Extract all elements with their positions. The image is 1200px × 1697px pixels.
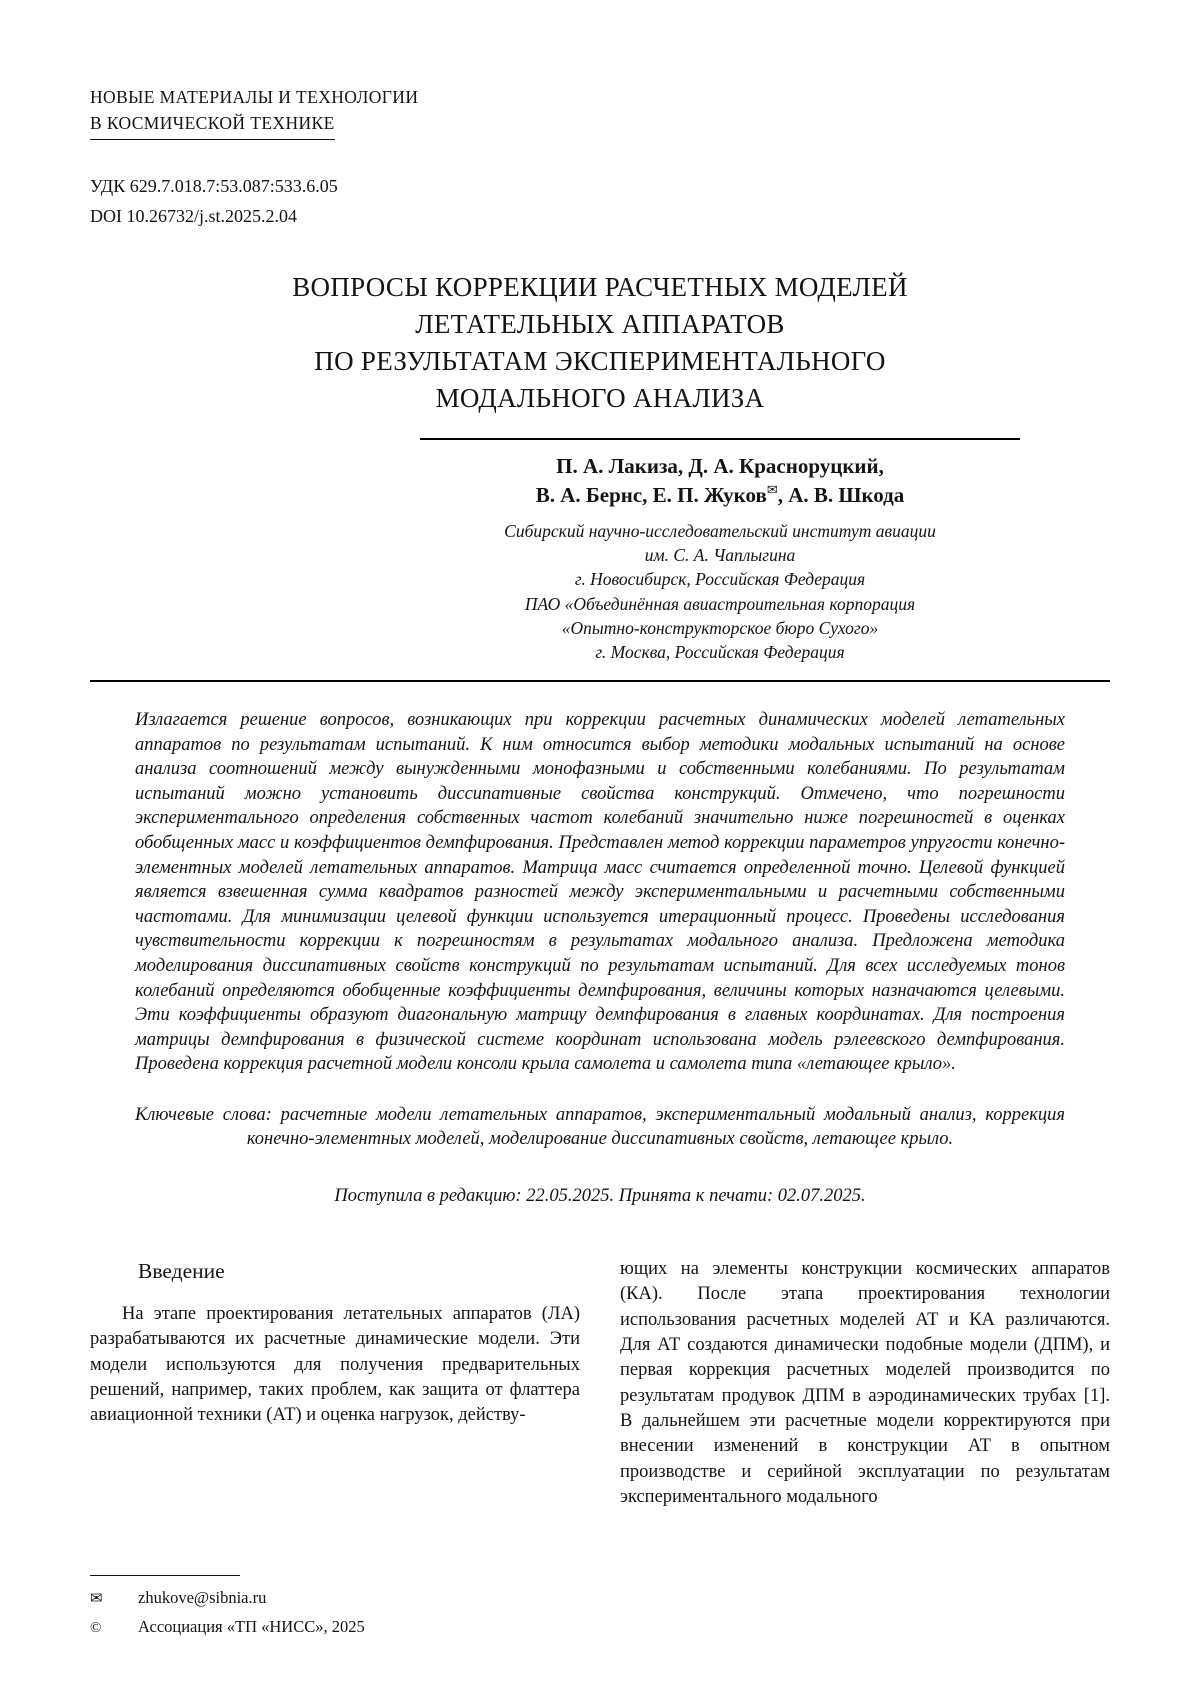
copyright-row — [90, 1617, 560, 1637]
affiliation-line: «Опытно-конструкторское бюро Сухого» — [561, 617, 879, 638]
footnote-rule — [90, 1575, 240, 1576]
footnote-block — [90, 1575, 560, 1637]
corresponding-author-envelope-icon: ✉ — [766, 482, 778, 498]
affiliation-line: им. С. А. Чаплыгина — [644, 545, 796, 566]
corresponding-email-row — [90, 1588, 560, 1608]
article-title-line2: ЛЕТАТЕЛЬНЫХ АППАРАТОВ — [415, 308, 785, 339]
abstract-divider-rule — [90, 680, 1110, 682]
abstract-text: Излагается решение вопросов, возникающих при коррекции расчетных динамических моделей летательных аппаратов по результатам испытаний. К ним относится выбор методики модальных испытаний на основе анализа соотношений между вынужденными монофазными и собственными колебаниями. По результатам испытаний можно установить диссипативные свойства конструкций. Отмечено, что погрешности экспериментального определения собственных частот колебаний значительно ниже погрешностей в оценках обобщенных масс и коэффициентов демпфирования. Представлен метод коррекции параметров упругости конечно-элементных моделей летательных аппаратов. Матрица масс считается определенной точно. Целевой функцией является взвешенная сумма квадратов разностей между экспериментальными и расчетными собственными частотами. Для минимизации целевой функции используется итерационный процесс. Проведены исследования чувствительности коррекции к погрешностям в результатах модального анализа. Предложена методика моделирования диссипативных свойств конструкций по результатам испытаний. Для всех исследуемых тонов колебаний определяются обобщенные коэффициенты демпфирования, величины которых назначаются целевыми. Эти коэффициенты образуют диагональную матрицу демпфирования в главных координатах. Для построения матрицы демпфирования в физической системе координат использована модель рэлеевского демпфирования. Проведена коррекция расчетной модели консоли крыла самолета и самолета типа «летающее крыло». — [135, 709, 1065, 1075]
copyright-icon: © — [90, 1620, 102, 1636]
received-dates: Поступила в редакцию: 22.05.2025. Принята к печати: 02.07.2025. — [334, 1186, 866, 1207]
affiliation-block — [420, 519, 1020, 664]
copyright-text: Ассоциация «ТП «НИСС», 2025 — [138, 1617, 365, 1636]
introduction-heading: Введение — [138, 1259, 225, 1284]
corresponding-email: zhukove@sibnia.ru — [138, 1588, 267, 1607]
authors-line-2 — [420, 481, 1020, 511]
journal-name-line1: НОВЫЕ МАТЕРИАЛЫ И ТЕХНОЛОГИИ — [90, 87, 419, 107]
affiliation-line: г. Новосибирск, Российская Федерация — [574, 569, 866, 590]
journal-name-line2: В КОСМИЧЕСКОЙ ТЕХНИКЕ — [90, 110, 1110, 139]
journal-name — [90, 84, 1110, 140]
udk-number: УДК 629.7.018.7:53.087:533.6.05 — [90, 175, 338, 196]
envelope-icon: ✉ — [90, 1591, 103, 1607]
authors-line-2-text-tail: , А. В. Шкода — [777, 483, 905, 508]
article-title-line3: ПО РЕЗУЛЬТАТАМ ЭКСПЕРИМЕНТАЛЬНОГО — [314, 346, 886, 376]
authors-block — [420, 440, 1020, 664]
body-columns — [90, 1257, 1110, 1510]
left-column-paragraph: На этапе проектирования летательных аппаратов (ЛА) разрабатываются их расчетные динамические модели. Эти модели используются для получения предварительных решений, например, таких проблем, как защита от флаттера авиационной техники (АТ) и оценка нагрузок, действу- — [90, 1304, 580, 1426]
article-title-line1: ВОПРОСЫ КОРРЕКЦИИ РАСЧЕТНЫХ МОДЕЛЕЙ — [292, 271, 908, 302]
right-column-paragraph: ющих на элементы конструкции космических аппаратов (КА). После этапа проектирования технологии использования расчетных моделей АТ и КА различаются. Для АТ создаются динамически подобные модели (ДПМ), и первая коррекция расчетных моделей производится по результатам продувок ДПМ в аэродинамических трубах [1]. В дальнейшем эти расчетные модели корректируются при внесении изменений в конструкции АТ в опытном производстве и серийной эксплуатации по результатам экспериментального модального — [620, 1259, 1110, 1508]
affiliation-line: Сибирский научно-исследовательский институт авиации — [504, 521, 936, 542]
article-title — [90, 269, 1110, 418]
affiliation-line: ПАО «Объединённая авиастроительная корпорация — [524, 593, 916, 614]
article-title-line4: МОДАЛЬНОГО АНАЛИЗА — [435, 383, 765, 414]
left-column — [90, 1257, 580, 1510]
authors-line-2-text: В. А. Бернс, Е. П. Жуков — [535, 483, 767, 508]
affiliation-line: г. Москва, Российская Федерация — [595, 641, 845, 662]
keywords-text: Ключевые слова: расчетные модели летательных аппаратов, экспериментальный модальный анализ, коррекция конечно-элементных моделей, моделирование диссипативных свойств, летающее крыло. — [135, 1104, 1065, 1150]
authors-line-1: П. А. Лакиза, Д. А. Красноруцкий, — [556, 453, 884, 478]
doi-number: DOI 10.26732/j.st.2025.2.04 — [90, 205, 297, 226]
right-column — [620, 1257, 1110, 1510]
